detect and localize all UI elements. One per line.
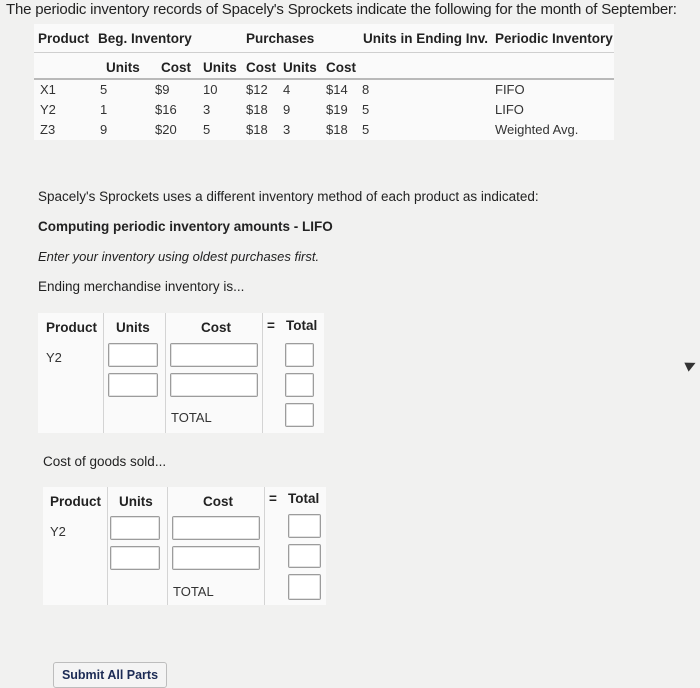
table-cell-beg-cost: $16 — [155, 102, 177, 117]
grid-header-product: Product — [46, 320, 98, 335]
table-cell-p2-cost: $19 — [326, 102, 348, 117]
submit-all-parts-button[interactable]: Submit All Parts — [53, 662, 167, 688]
ending-inventory-label: Ending merchandise inventory is... — [38, 279, 245, 294]
table-cell-p1-cost: $18 — [246, 102, 268, 117]
column-divider — [262, 313, 263, 433]
task-title: Computing periodic inventory amounts - LIFO — [38, 219, 333, 234]
product-label: Y2 — [50, 524, 66, 539]
cogs-total-input-2[interactable] — [288, 544, 321, 568]
product-label: Y2 — [46, 350, 62, 365]
cogs-cost-input-1[interactable] — [172, 516, 260, 540]
table-cell-product: Y2 — [40, 102, 56, 117]
grid-header-units: Units — [119, 494, 153, 509]
column-divider — [103, 313, 104, 433]
cogs-units-input-2[interactable] — [110, 546, 160, 570]
table-cell-beg-units: 5 — [100, 82, 108, 97]
table-cell-p2-units: 9 — [283, 102, 291, 117]
cogs-total-input-1[interactable] — [288, 514, 321, 538]
total-label: TOTAL — [173, 584, 214, 599]
table-cell-p2-cost: $18 — [326, 122, 348, 137]
sub-header-p2-cost: Cost — [326, 60, 356, 75]
table-cell-p2-units: 4 — [283, 82, 291, 97]
grid-header-total: Total — [286, 318, 318, 333]
column-divider — [264, 487, 265, 605]
sub-header-p1-cost: Cost — [246, 60, 276, 75]
table-cell-beg-units: 9 — [100, 122, 108, 137]
subheader-rule — [34, 78, 614, 80]
ending-cost-input-1[interactable] — [170, 343, 258, 367]
col-header-beg-inventory: Beg. Inventory — [98, 31, 192, 46]
cogs-grand-total-input[interactable] — [288, 574, 321, 600]
table-cell-end-units: 5 — [362, 102, 370, 117]
mouse-cursor-icon — [684, 358, 697, 371]
table-cell-product: X1 — [40, 82, 56, 97]
ending-cost-input-2[interactable] — [170, 373, 258, 397]
table-cell-p1-cost: $18 — [246, 122, 268, 137]
intro-text: The periodic inventory records of Spacely's Sprockets indicate the following for the month of September: — [6, 1, 677, 18]
table-cell-method: LIFO — [495, 102, 524, 117]
sub-header-p2-units: Units — [283, 60, 317, 75]
cogs-units-input-1[interactable] — [110, 516, 160, 540]
ending-total-input-1[interactable] — [285, 343, 314, 367]
table-cell-p2-cost: $14 — [326, 82, 348, 97]
table-cell-end-units: 8 — [362, 82, 370, 97]
grid-header-units: Units — [116, 320, 150, 335]
ending-grand-total-input[interactable] — [285, 403, 314, 427]
col-header-product: Product — [38, 31, 90, 46]
table-cell-beg-units: 1 — [100, 102, 108, 117]
grid-header-total: Total — [288, 491, 320, 506]
column-divider — [165, 313, 166, 433]
table-cell-p1-units: 3 — [203, 102, 211, 117]
equals-sign: = — [269, 491, 277, 506]
sub-header-beg-cost: Cost — [161, 60, 191, 75]
col-header-periodic-inventory: Periodic Inventory — [495, 31, 613, 46]
equals-sign: = — [267, 318, 275, 333]
header-rule — [34, 52, 614, 53]
cogs-label: Cost of goods sold... — [43, 454, 167, 469]
grid-header-cost: Cost — [201, 320, 231, 335]
table-cell-end-units: 5 — [362, 122, 370, 137]
col-header-units-ending: Units in Ending Inv. — [363, 31, 488, 46]
col-header-purchases: Purchases — [246, 31, 315, 46]
table-cell-method: Weighted Avg. — [495, 122, 579, 137]
hint-text: Enter your inventory using oldest purchases first. — [38, 249, 320, 264]
table-cell-p1-units: 10 — [203, 82, 218, 97]
cogs-cost-input-2[interactable] — [172, 546, 260, 570]
grid-header-cost: Cost — [203, 494, 233, 509]
table-cell-beg-cost: $20 — [155, 122, 177, 137]
table-cell-method: FIFO — [495, 82, 525, 97]
sub-header-p1-units: Units — [203, 60, 237, 75]
sub-header-beg-units: Units — [106, 60, 140, 75]
column-divider — [167, 487, 168, 605]
table-cell-p1-units: 5 — [203, 122, 211, 137]
total-label: TOTAL — [171, 410, 212, 425]
table-cell-p2-units: 3 — [283, 122, 291, 137]
column-divider — [107, 487, 108, 605]
ending-total-input-2[interactable] — [285, 373, 314, 397]
table-cell-beg-cost: $9 — [155, 82, 170, 97]
table-cell-p1-cost: $12 — [246, 82, 268, 97]
ending-units-input-2[interactable] — [108, 373, 158, 397]
ending-units-input-1[interactable] — [108, 343, 158, 367]
grid-header-product: Product — [50, 494, 102, 509]
methods-note: Spacely's Sprockets uses a different inventory method of each product as indicated: — [38, 189, 539, 204]
table-cell-product: Z3 — [40, 122, 56, 137]
